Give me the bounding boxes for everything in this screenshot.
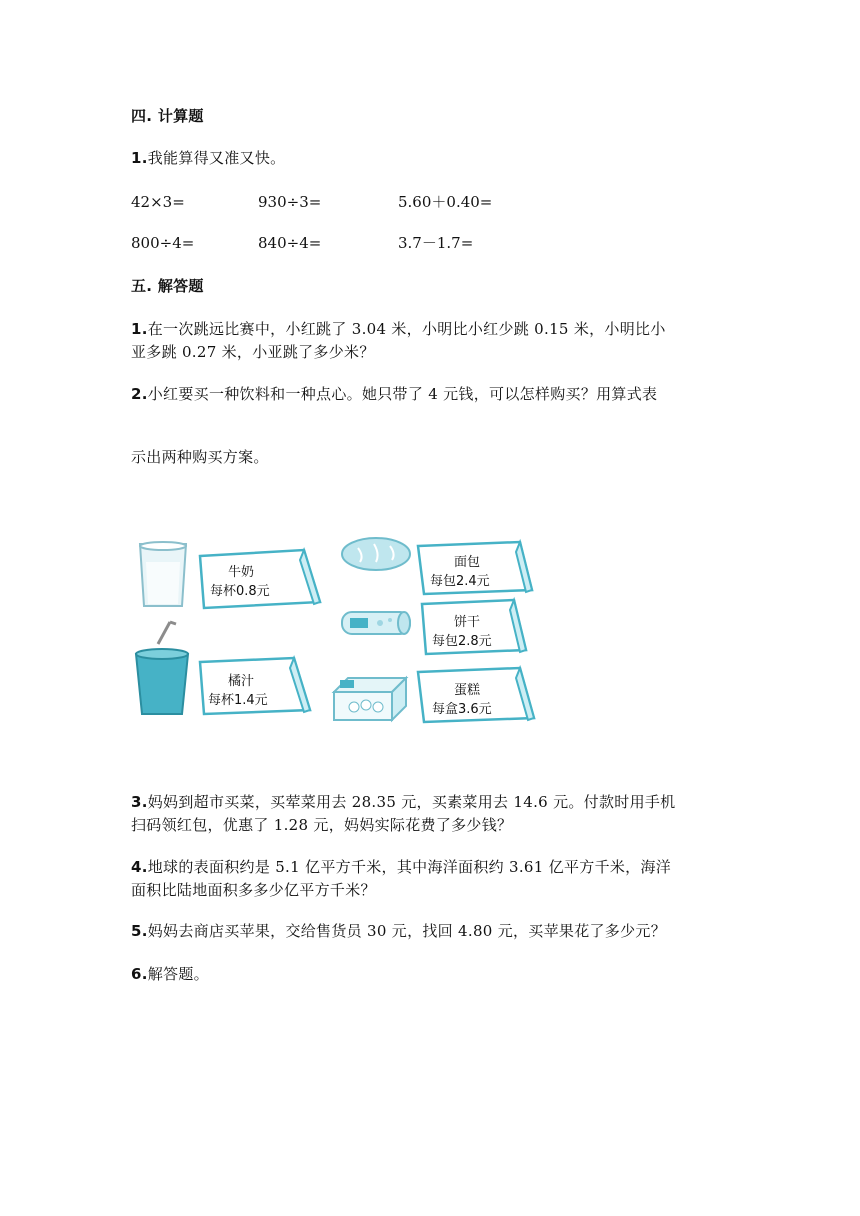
biscuit-price: 每包2.8元 bbox=[432, 634, 492, 649]
juice-price-tag bbox=[200, 658, 310, 714]
milk-glass-icon bbox=[140, 542, 186, 606]
question-number: 5. bbox=[131, 922, 148, 940]
question-5-3-line2: 扫码领红包，优惠了 1.28 元，妈妈实际花费了多少钱？ bbox=[131, 816, 513, 834]
biscuit-name: 饼干 bbox=[454, 615, 481, 630]
question-number: 6. bbox=[131, 965, 148, 983]
bread-icon bbox=[342, 538, 410, 570]
bread-name: 面包 bbox=[454, 555, 481, 570]
question-5-4-line2: 面积比陆地面积多多少亿平方千米？ bbox=[131, 881, 376, 899]
milk-price: 每杯0.8元 bbox=[210, 584, 270, 599]
cake-price: 每盒3.6元 bbox=[432, 702, 492, 717]
section-4-title: 四. 计算题 bbox=[131, 107, 204, 125]
question-text: 在一次跳远比赛中，小红跳了 3.04 米，小明比小红少跳 0.15 米，小明比小 bbox=[147, 320, 666, 338]
question-number: 4. bbox=[131, 858, 148, 876]
bread-price-tag bbox=[418, 542, 532, 594]
question-number: 1. bbox=[131, 149, 148, 167]
question-number: 1. bbox=[131, 320, 148, 338]
question-text: 妈妈到超市买菜，买荤菜用去 28.35 元，买素菜用去 14.6 元。付款时用手机 bbox=[147, 793, 676, 811]
question-5-6 bbox=[131, 964, 209, 984]
biscuit-icon bbox=[342, 612, 410, 634]
question-5-1-line2: 亚多跳 0.27 米，小亚跳了多少米？ bbox=[131, 343, 375, 361]
price-figure bbox=[128, 532, 548, 728]
equation-r2-c2: 840÷4= bbox=[258, 234, 322, 252]
juice-cup-icon bbox=[136, 622, 188, 714]
equation-r2-c3: 3.7－1.7= bbox=[398, 234, 474, 252]
price-figure-svg bbox=[128, 532, 548, 728]
question-5-3-line1 bbox=[131, 792, 675, 812]
juice-name: 橘汁 bbox=[228, 674, 255, 689]
question-5-1-line1 bbox=[131, 319, 666, 339]
question-5-2-line2: 示出两种购买方案。 bbox=[131, 448, 269, 466]
question-text: 地球的表面积约是 5.1 亿平方千米，其中海洋面积约 3.61 亿平方千米，海洋 bbox=[147, 858, 672, 876]
milk-name: 牛奶 bbox=[228, 565, 255, 580]
question-text: 我能算得又准又快。 bbox=[147, 149, 286, 167]
question-5-5 bbox=[131, 921, 666, 941]
juice-price: 每杯1.4元 bbox=[208, 693, 268, 708]
bread-price: 每包2.4元 bbox=[430, 574, 490, 589]
milk-price-tag bbox=[200, 550, 320, 608]
cake-box-icon bbox=[334, 678, 406, 720]
cake-price-tag bbox=[418, 668, 534, 722]
question-text: 小红要买一种饮料和一种点心。她只带了 4 元钱，可以怎样购买？用算式表 bbox=[147, 385, 658, 403]
question-5-2-line1 bbox=[131, 384, 657, 404]
question-number: 3. bbox=[131, 793, 148, 811]
question-text: 妈妈去商店买苹果，交给售货员 30 元，找回 4.80 元，买苹果花了多少元？ bbox=[147, 922, 667, 940]
question-text: 解答题。 bbox=[147, 965, 209, 983]
equation-r1-c3: 5.60＋0.40= bbox=[398, 193, 493, 211]
question-5-4-line1 bbox=[131, 857, 671, 877]
equation-r2-c1: 800÷4= bbox=[131, 234, 195, 252]
equation-r1-c2: 930÷3= bbox=[258, 193, 322, 211]
question-number: 2. bbox=[131, 385, 148, 403]
cake-name: 蛋糕 bbox=[454, 683, 481, 698]
question-4-1 bbox=[131, 148, 285, 168]
biscuit-price-tag bbox=[422, 600, 526, 654]
section-5-title: 五. 解答题 bbox=[131, 277, 204, 295]
equation-r1-c1: 42×3= bbox=[131, 193, 185, 211]
